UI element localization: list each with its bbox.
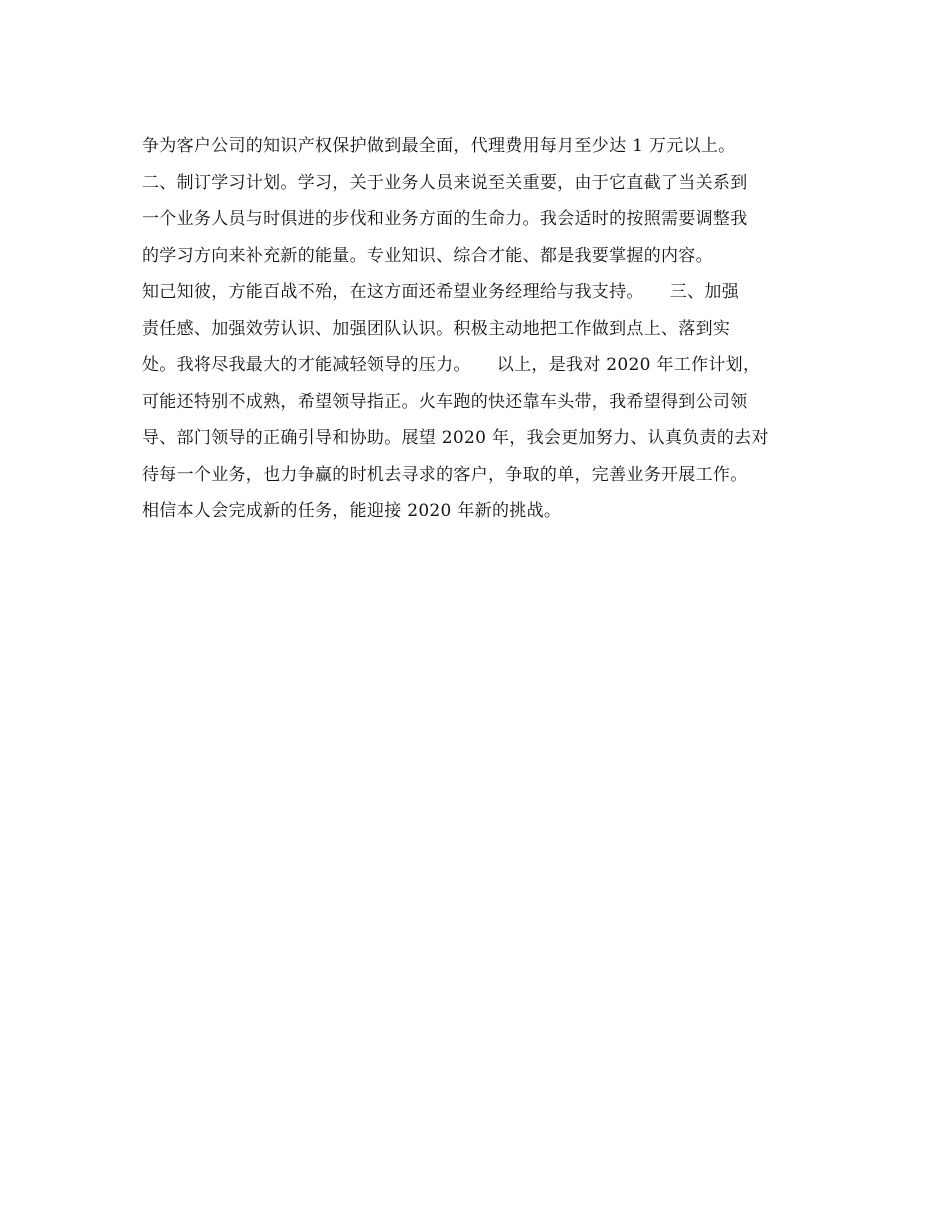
text-line: 的学习方向来补充新的能量。专业知识、综合才能、都是我要掌握的内容。: [142, 245, 713, 266]
body-text: [142, 128, 822, 530]
text-line: 知己知彼，方能百战不殆，在这方面还希望业务经理给与我支持。 三、加强: [142, 282, 739, 302]
text-line: 可能还特别不成熟，希望领导指正。火车跑的快还靠车头带，我希望得到公司领: [142, 391, 748, 412]
text-line: 相信本人会完成新的任务，能迎接 2020 年新的挑战。: [142, 501, 562, 521]
text-line: 待每一个业务，也力争赢的时机去寻求的客户，争取的单，完善业务开展工作。: [142, 464, 748, 485]
text-line: 导、部门领导的正确引导和协助。展望 2020 年，我会更加努力、认真负责的去对: [142, 428, 769, 448]
text-line: 争为客户公司的知识产权保护做到最全面，代理费用每月至少达 1 万元以上。: [142, 136, 736, 156]
text-line: 一个业务人员与时俱进的步伐和业务方面的生命力。我会适时的按照需要调整我: [142, 209, 748, 229]
text-line: 处。我将尽我最大的才能减轻领导的压力。 以上，是我对 2020 年工作计划，: [142, 355, 761, 375]
text-line: 责任感、加强效劳认识、加强团队认识。积极主动地把工作做到点上、落到实: [142, 318, 731, 339]
text-line: 二、制订学习计划。学习，关于业务人员来说至关重要，由于它直截了当关系到: [142, 172, 748, 193]
